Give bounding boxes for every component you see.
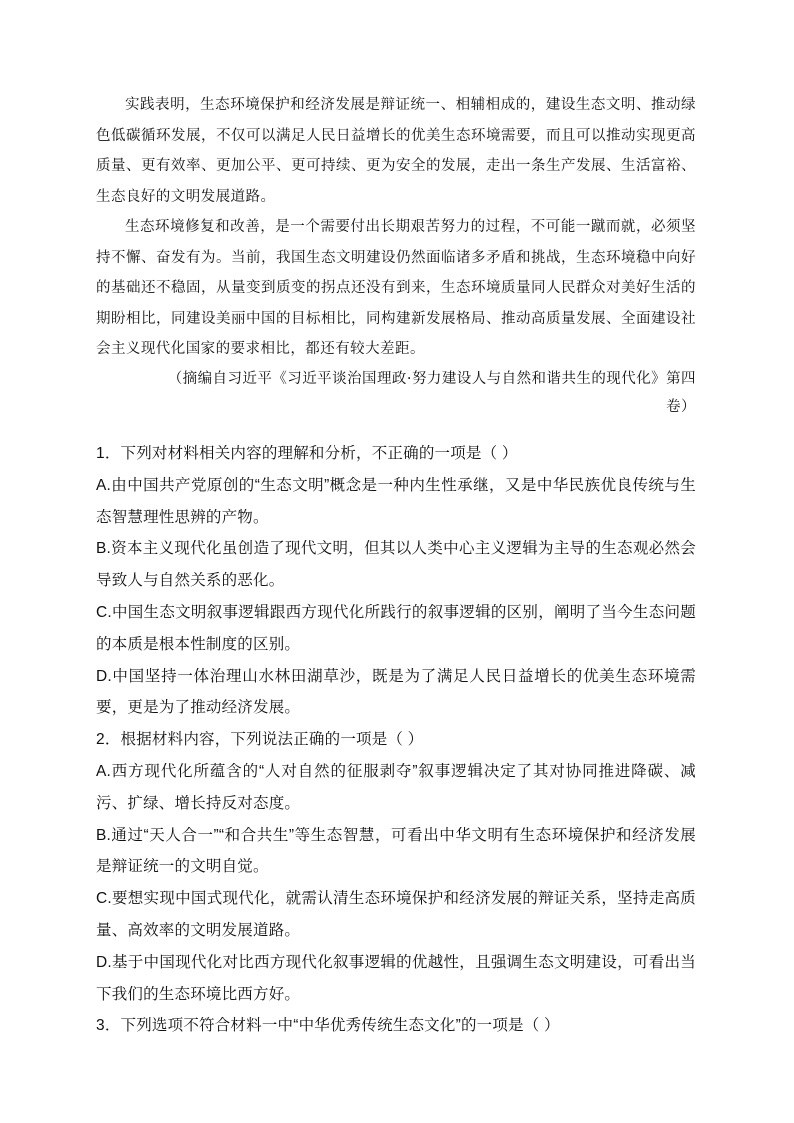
option-a: A.西方现代化所蕴含的“人对自然的征服剥夺”叙事逻辑决定了其对协同推进降碳、减污、扩绿、增长持反对态度。 [96,762,696,812]
option-d: D.基于中国现代化对比西方现代化叙事逻辑的优越性，且强调生态文明建设，可看出当下我们的生态环境比西方好。 [96,953,696,1003]
question-1 [96,438,696,724]
question-list [96,438,696,1042]
question-3 [96,1010,696,1042]
option-c: C.要想实现中国式现代化，就需认清生态环境保护和经济发展的辩证关系，坚持走高质量、高效率的文明发展道路。 [96,890,696,939]
option-b: B.通过“天人合一”“和合共生”等生态智慧，可看出中华文明有生态环境保护和经济发展是辩证统一的文明自觉。 [96,826,696,876]
question-stem: 2．根据材料内容，下列说法正确的一项是（ ） [96,731,424,749]
passage-paragraph-2: 生态环境修复和改善，是一个需要付出长期艰苦努力的过程，不可能一蹴而就，必须坚持不懈、奋发有为。当前，我国生态文明建设仍然面临诸多矛盾和挑战，生态环境稳中向好的基础还不稳固，从量变到质变的拐点还没有到来，生态环境质量同人民群众对美好生活的期盼相比，同建设美丽中国的目标相比，同构建新发展格局、推动高质量发展、全面建设社会主义现代化国家的要求相比，都还有较大差距。 [96,219,696,357]
reading-passage [96,90,696,421]
option-b: B.资本主义现代化虽创造了现代文明，但其以人类中心主义逻辑为主导的生态观必然会导致人与自然关系的恶化。 [96,540,696,590]
question-2 [96,724,696,1010]
passage-source-citation: （摘编自习近平《习近平谈治国理政·努力建设人与自然和谐共生的现代化》第四卷） [167,370,696,415]
option-a: A.由中国共产党原创的“生态文明”概念是一种内生性承继，又是中华民族优良传统与生态智慧理性思辨的产物。 [96,476,696,526]
question-stem: 3．下列选项不符合材料一中“中华优秀传统生态文化”的一项是（ ） [96,1017,560,1035]
passage-paragraph-1: 实践表明，生态环境保护和经济发展是辩证统一、相辅相成的，建设生态文明、推动绿色低碳循环发展，不仅可以满足人民日益增长的优美生态环境需要，而且可以推动实现更高质量、更有效率、更加公平、更可持续、更为安全的发展，走出一条生产发展、生活富裕、生态良好的文明发展道路。 [96,97,696,205]
question-stem: 1．下列对材料相关内容的理解和分析，不正确的一项是（ ） [96,445,518,462]
option-c: C.中国生态文明叙事逻辑跟西方现代化所践行的叙事逻辑的区别，阐明了当今生态问题的本质是根本性制度的区别。 [96,603,696,653]
option-d: D.中国坚持一体治理山水林田湖草沙，既是为了满足人民日益增长的优美生态环境需要，更是为了推动经济发展。 [96,667,696,717]
